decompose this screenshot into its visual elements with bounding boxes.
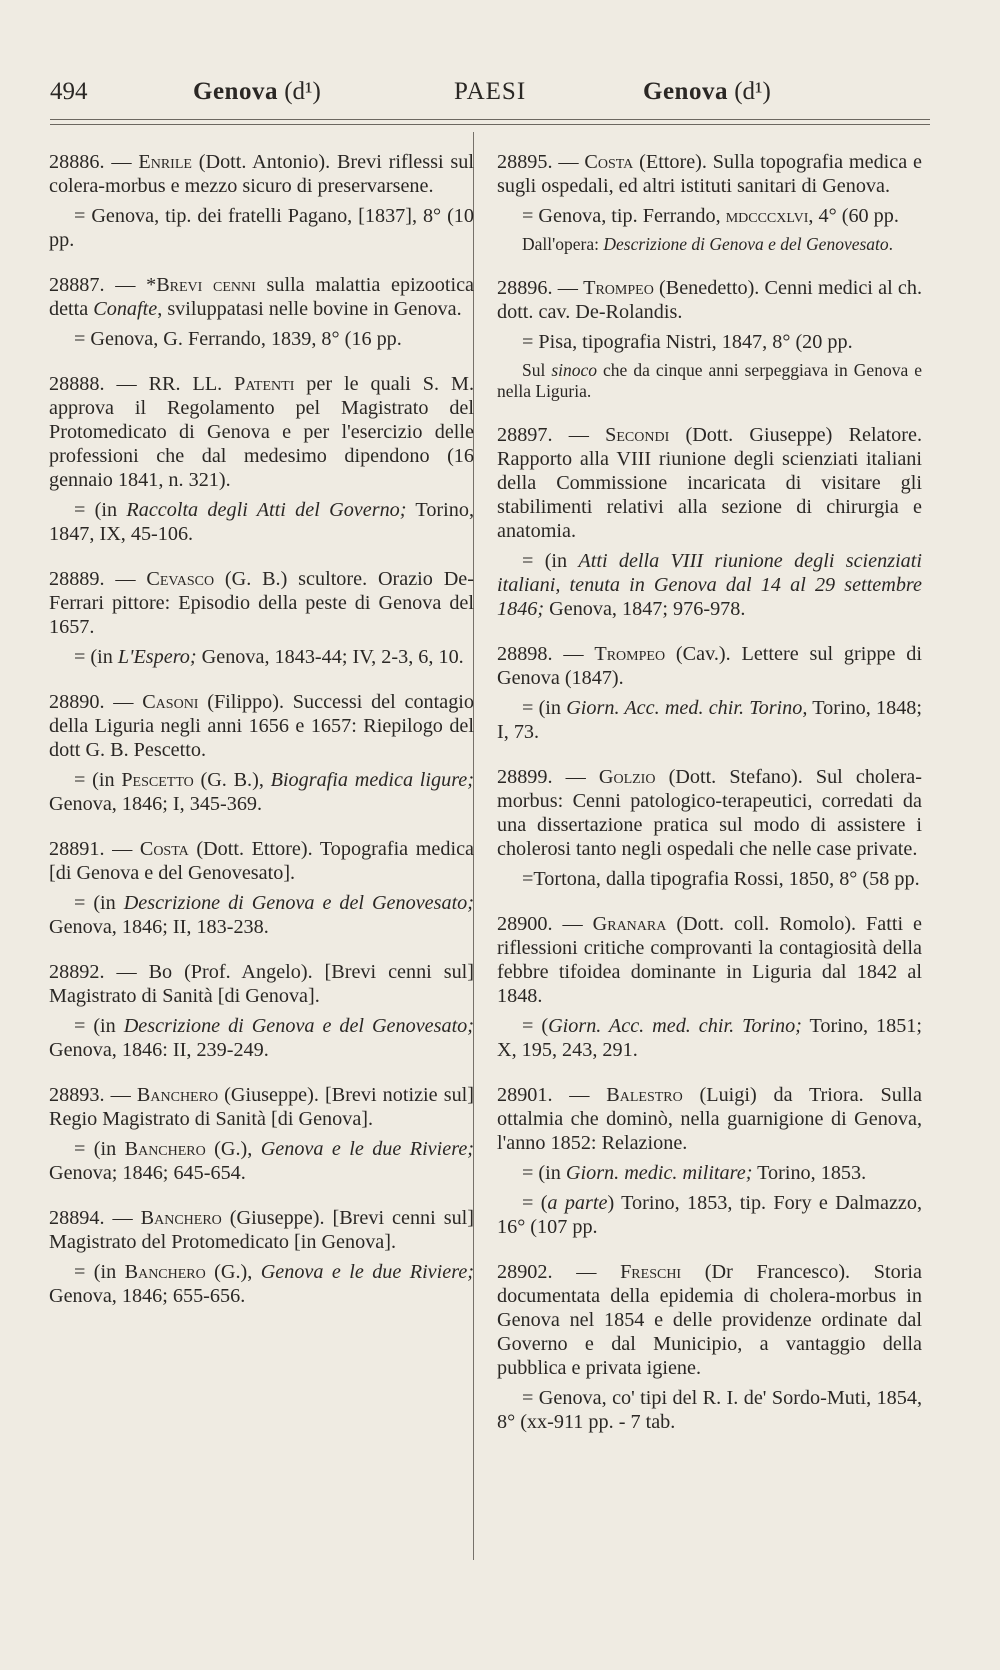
left-column bbox=[49, 150, 474, 1329]
header-right-title bbox=[643, 78, 771, 106]
entry-heading: 28890. — Casoni (Filippo). Successi del contagio della Liguria negli anni 1656 e 1657: Riepilogo del dott G. B. Pescetto. bbox=[49, 691, 475, 761]
entry-heading: 28889. — Cevasco (G. B.) scultore. Orazio De-Ferrari pittore: Episodio della peste di Genova del 1657. bbox=[49, 568, 474, 638]
entry-title: (Prof. Angelo). [Brevi cenni sul] Magistrato di Sanità [di Genova]. bbox=[49, 961, 474, 1007]
entry-publication bbox=[49, 1137, 474, 1185]
entry-28895 bbox=[497, 150, 922, 255]
entry-title: (Giuseppe). [Brevi notizie sul] Regio Magistrato di Sanità [di Genova]. bbox=[49, 1084, 475, 1130]
entry-publication: = Genova, tip. dei fratelli Pagano, [1837], 8° (10 pp. bbox=[49, 205, 474, 251]
entry-28890 bbox=[49, 690, 474, 816]
entry-title: (Dott. Antonio). Brevi riflessi sul colera-morbus e mezzo sicuro di preservarsene. bbox=[49, 151, 474, 197]
pub-author-initials: (G. B.), bbox=[193, 769, 271, 791]
pub-title: Biografia medica ligure; bbox=[270, 769, 474, 791]
entry-title: (Giuseppe). [Brevi cenni sul] Magistrato del Protomedicato [in Genova]. bbox=[49, 1207, 475, 1253]
pub-title: Giorn. Acc. med. chir. Torino, bbox=[566, 697, 808, 719]
entry-number: 28894. bbox=[49, 1207, 105, 1229]
entry-28886 bbox=[49, 150, 474, 252]
pub-author-initials: (G.), bbox=[205, 1261, 261, 1283]
entry-number: 28893. bbox=[49, 1084, 105, 1106]
entry-heading: 28894. — Banchero (Giuseppe). [Brevi cenni sul] Magistrato del Protomedicato [in Genova]. bbox=[49, 1207, 475, 1253]
entry-publication: = Genova, G. Ferrando, 1839, 8° (16 pp. bbox=[74, 328, 402, 350]
entry-title: (Dott. Giuseppe) Relatore. Rapporto alla VIII riunione degli scienziati italiani della Commissione incaricata di visitare gli stabilimenti relativi alla sezione di chirurgia e anatomia. bbox=[497, 424, 923, 542]
entry-heading: 28892. — Bo (Prof. Angelo). [Brevi cenni sul] Magistrato di Sanità [di Genova]. bbox=[49, 961, 474, 1007]
page-number: 494 bbox=[50, 78, 88, 105]
entry-heading: 28893. — Banchero (Giuseppe). [Brevi notizie sul] Regio Magistrato di Sanità [di Genova]. bbox=[49, 1084, 475, 1130]
entry-prefix: RR. LL. bbox=[148, 373, 235, 395]
entry-publication bbox=[49, 1260, 474, 1308]
note-prefix: Dall'opera: bbox=[522, 234, 604, 254]
note-title: Descrizione di Genova e del Genovesato bbox=[603, 234, 889, 254]
entry-author: Enrile bbox=[138, 151, 192, 173]
entry-author: Freschi bbox=[620, 1261, 682, 1283]
entry-title: (Cav.). Lettere sul grippe di Genova (1847). bbox=[497, 643, 923, 689]
pub-prefix: = (in bbox=[74, 1261, 125, 1283]
pub-details: Genova, 1846: II, 239-249. bbox=[49, 1039, 269, 1061]
entry-author: Balestro bbox=[606, 1084, 683, 1106]
entry-note bbox=[497, 360, 922, 402]
entry-publication bbox=[497, 204, 922, 228]
entry-number: 28891. bbox=[49, 838, 105, 860]
entry-note bbox=[497, 234, 922, 255]
pub-title: Giorn. Acc. med. chir. Torino; bbox=[548, 1015, 802, 1037]
entry-number: 28901. bbox=[497, 1084, 553, 1106]
entry-title: (Luigi) da Triora. Sulla ottalmia che dominò, nella guarnigione di Genova, l'anno 1852: Relazione. bbox=[497, 1084, 922, 1154]
entry-28888 bbox=[49, 372, 474, 546]
pub-year-roman: mdcccxlvi bbox=[725, 205, 809, 227]
entry-author: Casoni bbox=[142, 691, 199, 713]
entry-publication bbox=[49, 891, 474, 939]
entry-title: (Ettore). Sulla topografia medica e sugli ospedali, ed altri istituti sanitari di Genova. bbox=[497, 151, 923, 197]
entry-title: per le quali S. M. approva il Regolamento pel Magistrato del Protomedicato di Genova e per l'esercizio delle professioni che dal medesimo dipendono (16 gennaio 1841, n. 321). bbox=[49, 373, 475, 491]
pub-prefix: = (in bbox=[522, 550, 579, 572]
header-center-title: PAESI bbox=[454, 78, 527, 105]
pub-author: Banchero bbox=[124, 1261, 206, 1283]
entry-author: Banchero bbox=[136, 1084, 219, 1106]
pub-details: Genova, 1846; II, 183-238. bbox=[49, 916, 269, 938]
entry-number: 28890. bbox=[49, 691, 105, 713]
entry-publication bbox=[49, 768, 474, 816]
entry-author: Granara bbox=[592, 913, 667, 935]
entry-publication: =Tortona, dalla tipografia Rossi, 1850, 8° (58 pp. bbox=[522, 868, 920, 890]
pub-details: Torino, 1847, IX, 45-106. bbox=[49, 499, 474, 545]
pub-author: Banchero bbox=[124, 1138, 206, 1160]
entry-author: Trompeo bbox=[583, 277, 654, 299]
header-left-word: Genova bbox=[193, 78, 278, 105]
entry-publication bbox=[49, 498, 474, 546]
pub-title: Genova e le due Riviere; bbox=[260, 1138, 475, 1160]
entry-title-caps: Brevi cenni bbox=[156, 274, 256, 296]
entry-publication bbox=[497, 696, 922, 744]
pub-prefix: = (in bbox=[522, 1162, 566, 1184]
entry-heading: 28895. — Costa (Ettore). Sulla topografia medica e sugli ospedali, ed altri istituti sanitari di Genova. bbox=[497, 151, 923, 197]
entry-number: 28896. bbox=[497, 277, 553, 299]
entry-number: 28899. bbox=[497, 766, 553, 788]
entry-publication-offprint bbox=[497, 1191, 922, 1239]
entry-heading: 28886. — Enrile (Dott. Antonio). Brevi riflessi sul colera-morbus e mezzo sicuro di preservarsene. bbox=[49, 151, 474, 197]
entry-author: Golzio bbox=[598, 766, 656, 788]
pub-details: ) Torino, 1853, tip. Fory e Dalmazzo, 16° (107 pp. bbox=[497, 1192, 923, 1238]
note-end: che da cinque anni serpeggiava in Genova e nella Liguria. bbox=[497, 360, 922, 401]
entry-heading: 28901. — Balestro (Luigi) da Triora. Sulla ottalmia che dominò, nella guarnigione di Genova, l'anno 1852: Relazione. bbox=[497, 1084, 922, 1154]
note-term: sinoco bbox=[551, 360, 598, 380]
entry-heading: 28896. — Trompeo (Benedetto). Cenni medici al ch. dott. cav. De-Rolandis. bbox=[497, 277, 923, 323]
entry-28893 bbox=[49, 1083, 474, 1185]
entry-publication bbox=[497, 1014, 922, 1062]
entry-publication bbox=[497, 1161, 922, 1185]
entry-star: * bbox=[146, 274, 157, 296]
pub-prefix: = (in bbox=[522, 697, 567, 719]
pub-title: L'Espero; bbox=[117, 646, 197, 668]
entry-publication: = Genova, co' tipi del R. I. de' Sordo-Muti, 1854, 8° (xx-911 pp. - 7 tab. bbox=[497, 1387, 922, 1433]
entry-title-end: , sviluppatasi nelle bovine in Genova. bbox=[157, 298, 462, 320]
entry-number: 28892. bbox=[49, 961, 105, 983]
pub-details: Genova; 1846; 645-654. bbox=[49, 1162, 246, 1184]
pub-prefix: = (in bbox=[74, 1138, 125, 1160]
entry-28892 bbox=[49, 960, 474, 1062]
entry-heading: 28902. — Freschi (Dr Francesco). Storia documentata della epidemia di cholera-morbus in Genova nel 1854 e delle providenze ordinate dal Governo e dal Municipio, a vantaggio della pubblica e privata igiene. bbox=[497, 1261, 922, 1379]
pub-prefix: = (in bbox=[74, 892, 124, 914]
entry-number: 28887. bbox=[49, 274, 105, 296]
entry-title: (Filippo). Successi del contagio della Liguria negli anni 1656 e 1657: Riepilogo del dott G. B. Pescetto. bbox=[49, 691, 475, 761]
entry-term: Conafte bbox=[93, 298, 158, 320]
entry-heading: 28887. — *Brevi cenni sulla malattia epizootica detta Conafte, sviluppatasi nelle bovine in Genova. bbox=[49, 274, 475, 320]
pub-prefix: = (in bbox=[74, 769, 122, 791]
pub-details: Genova, 1846; 655-656. bbox=[49, 1285, 246, 1307]
pub-details: Genova, 1847; 976-978. bbox=[544, 598, 746, 620]
pub-prefix: = (in bbox=[74, 1015, 124, 1037]
pub-details: Genova, 1846; I, 345-369. bbox=[49, 793, 263, 815]
entry-28887 bbox=[49, 273, 474, 351]
pub-prefix: = (in bbox=[74, 646, 118, 668]
pub-offprint-label: a parte bbox=[547, 1192, 608, 1214]
entry-heading: 28891. — Costa (Dott. Ettore). Topografia medica [di Genova e del Genovesato]. bbox=[49, 838, 475, 884]
entry-author: Trompeo bbox=[594, 643, 666, 665]
entry-publication bbox=[497, 549, 922, 621]
pub-prefix: = ( bbox=[522, 1192, 548, 1214]
header-right-suffix: (d¹) bbox=[734, 78, 771, 105]
entry-publication: = Pisa, tipografia Nistri, 1847, 8° (20 pp. bbox=[522, 331, 853, 353]
note-prefix: Sul bbox=[522, 360, 552, 380]
entry-number: 28898. bbox=[497, 643, 553, 665]
pub-author-initials: (G.), bbox=[205, 1138, 261, 1160]
entry-number: 28886. bbox=[49, 151, 105, 173]
entry-number: 28900. bbox=[497, 913, 553, 935]
pub-prefix: = ( bbox=[522, 1015, 549, 1037]
pub-details: Torino, 1851; X, 195, 243, 291. bbox=[497, 1015, 923, 1061]
pub-title: Atti della VIII riunione degli scienziati italiani, tenuta in Genova dal 14 al 29 settembre 1846; bbox=[497, 550, 922, 620]
entry-28889 bbox=[49, 567, 474, 669]
entry-28896 bbox=[497, 276, 922, 402]
entry-28891 bbox=[49, 837, 474, 939]
entry-title: (Dr Francesco). Storia documentata della epidemia di cholera-morbus in Genova nel 1854 e delle providenze ordinate dal Governo e dal Municipio, a vantaggio della pubblica e privata igiene. bbox=[497, 1261, 922, 1379]
pub-details: Genova, 1843-44; IV, 2-3, 6, 10. bbox=[196, 646, 464, 668]
entry-title: (Dott. Stefano). Sul cholera-morbus: Cenni patologico-terapeutici, corredati da una dissertazione pratica sul modo di assistere i cholerosi tanto negli ospedali che nelle case private. bbox=[497, 766, 922, 860]
entry-28894 bbox=[49, 1206, 474, 1308]
entry-title: (Dott. Ettore). Topografia medica [di Genova e del Genovesato]. bbox=[49, 838, 475, 884]
entry-28900 bbox=[497, 912, 922, 1062]
entry-number: 28897. bbox=[497, 424, 553, 446]
header-rule-top bbox=[50, 119, 930, 120]
entry-author: Bo bbox=[148, 961, 173, 983]
entry-number: 28889. bbox=[49, 568, 105, 590]
header-rule-bottom bbox=[50, 124, 930, 125]
header-left-suffix: (d¹) bbox=[284, 78, 321, 105]
running-header bbox=[50, 78, 930, 118]
pub-title: Genova e le due Riviere; bbox=[260, 1261, 475, 1283]
entry-heading: 28898. — Trompeo (Cav.). Lettere sul grippe di Genova (1847). bbox=[497, 643, 923, 689]
entry-author: Costa bbox=[139, 838, 189, 860]
entry-author: Banchero bbox=[140, 1207, 222, 1229]
entry-author: Cevasco bbox=[146, 568, 215, 590]
header-right-word: Genova bbox=[643, 78, 728, 105]
entry-title: (Benedetto). Cenni medici al ch. dott. cav. De-Rolandis. bbox=[497, 277, 923, 323]
pub-author: Pescetto bbox=[121, 769, 194, 791]
entry-publication bbox=[49, 1014, 474, 1062]
entry-title: sulla malattia epizootica detta bbox=[49, 274, 475, 320]
entry-number: 28895. bbox=[497, 151, 553, 173]
right-column bbox=[497, 150, 922, 1455]
pub-prefix: = (in bbox=[74, 499, 127, 521]
entry-28898 bbox=[497, 642, 922, 744]
entry-28899 bbox=[497, 765, 922, 891]
pub-prefix: = Genova, tip. Ferrando, bbox=[522, 205, 726, 227]
entry-title: (Dott. coll. Romolo). Fatti e riflessioni critiche comprovanti la contagiosità della febbre tifoidea dominante in Liguria dal 1842 al 1848. bbox=[497, 913, 923, 1007]
entry-number: 28902. bbox=[497, 1261, 553, 1283]
pub-title: Raccolta degli Atti del Governo; bbox=[126, 499, 407, 521]
entry-heading: 28899. — Golzio (Dott. Stefano). Sul cholera-morbus: Cenni patologico-terapeutici, corredati da una dissertazione pratica sul modo di assistere i cholerosi tanto negli ospedali che nelle case private. bbox=[497, 766, 922, 860]
header-left-title bbox=[193, 78, 321, 106]
entry-heading: 28897. — Secondi (Dott. Giuseppe) Relatore. Rapporto alla VIII riunione degli scienziati italiani della Commissione incaricata di visitare gli stabilimenti relativi alla sezione di chirurgia e anatomia. bbox=[497, 424, 923, 542]
entry-heading: 28900. — Granara (Dott. coll. Romolo). Fatti e riflessioni critiche comprovanti la contagiosità della febbre tifoidea dominante in Liguria dal 1842 al 1848. bbox=[497, 913, 923, 1007]
pub-details: , 4° (60 pp. bbox=[808, 205, 899, 227]
entry-title: (G. B.) scultore. Orazio De-Ferrari pittore: Episodio della peste di Genova del 1657. bbox=[49, 568, 474, 638]
pub-title: Descrizione di Genova e del Genovesato; bbox=[123, 1015, 474, 1037]
entry-28901 bbox=[497, 1083, 922, 1239]
entry-number: 28888. bbox=[49, 373, 105, 395]
pub-details: Torino, 1848; I, 73. bbox=[497, 697, 923, 743]
entry-title-caps: Patenti bbox=[234, 373, 295, 395]
entry-publication bbox=[49, 645, 474, 669]
entry-28902 bbox=[497, 1260, 922, 1434]
entry-author: Secondi bbox=[605, 424, 670, 446]
entry-author: Costa bbox=[584, 151, 634, 173]
pub-title: Giorn. medic. militare; bbox=[565, 1162, 753, 1184]
pub-title: Descrizione di Genova e del Genovesato; bbox=[123, 892, 474, 914]
note-end: . bbox=[888, 234, 894, 254]
entry-heading: 28888. — RR. LL. Patenti per le quali S. M. approva il Regolamento pel Magistrato del Protomedicato di Genova e per l'esercizio delle professioni che dal medesimo dipendono (16 gennaio 1841, n. 321). bbox=[49, 373, 475, 491]
entry-28897 bbox=[497, 423, 922, 621]
pub-details: Torino, 1853. bbox=[752, 1162, 867, 1184]
